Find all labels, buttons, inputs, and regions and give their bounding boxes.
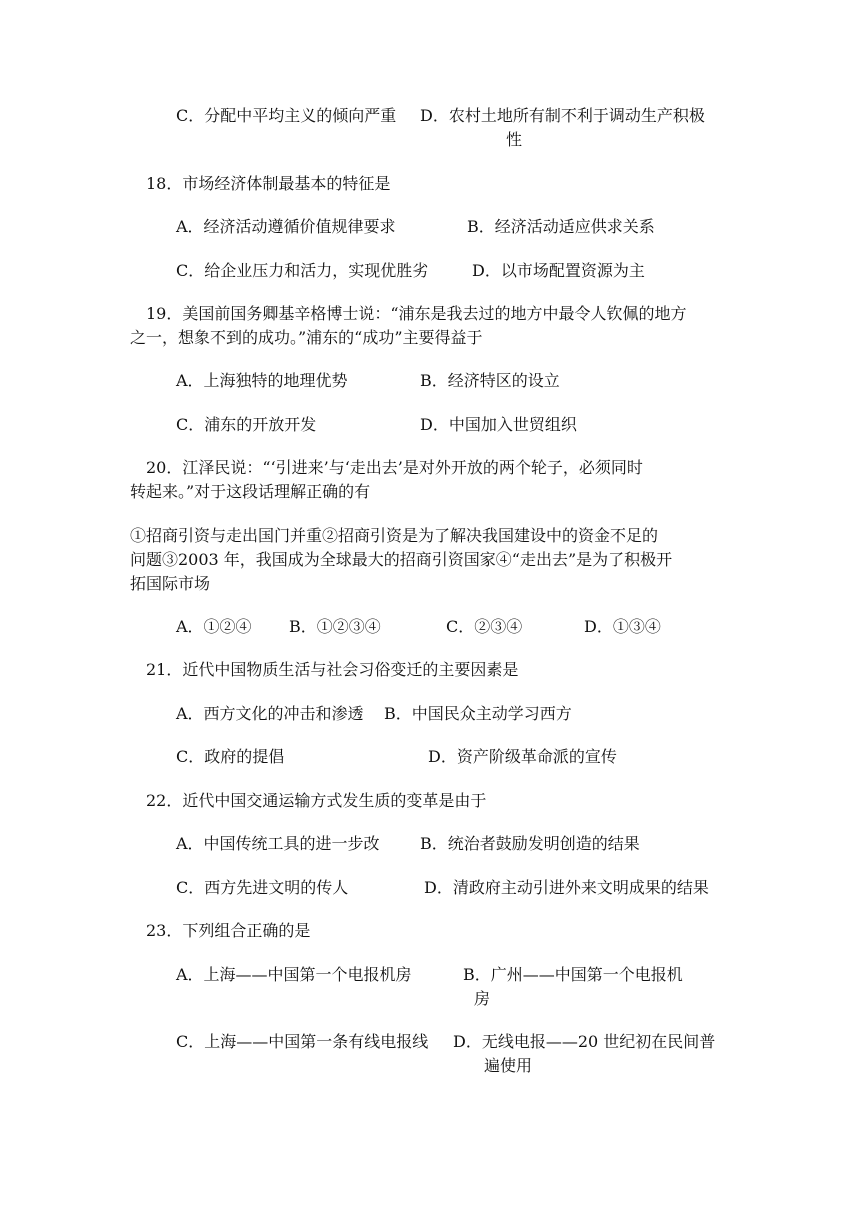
q23-option-b-line2: 房 — [474, 989, 491, 1008]
q19-stem-line1: 19．美国前国务卿基辛格博士说：“浦东是我去过的地方中最令人钦佩的地方 — [146, 304, 687, 323]
q23-option-d-line2: 遍使用 — [484, 1056, 533, 1075]
q20-option-a: A．①②④ — [176, 617, 252, 636]
q22-option-d: D．清政府主动引进外来文明成果的结果 — [424, 878, 709, 897]
q20-option-c: C．②③④ — [446, 617, 523, 636]
q20-items-line1: ①招商引资与走出国门并重②招商引资是为了解决我国建设中的资金不足的 — [130, 526, 659, 545]
q23-option-a: A．上海——中国第一个电报机房 — [176, 965, 412, 984]
q23-option-d-line1: D．无线电报——20 世纪初在民间普 — [453, 1032, 716, 1051]
q18-option-b: B．经济活动适应供求关系 — [467, 217, 655, 236]
q19-option-c: C．浦东的开放开发 — [176, 415, 317, 434]
q21-option-b: B．中国民众主动学习西方 — [384, 704, 572, 723]
q22-option-b: B．统治者鼓励发明创造的结果 — [420, 834, 640, 853]
q23-stem: 23．下列组合正确的是 — [146, 921, 311, 940]
q21-option-a: A．西方文化的冲击和渗透 — [176, 704, 364, 723]
q17-option-d-line1: D．农村土地所有制不利于调动生产积极 — [420, 106, 705, 125]
q22-option-a: A．中国传统工具的进一步改 — [176, 834, 380, 853]
q18-option-c: C．给企业压力和活力，实现优胜劣 — [176, 261, 429, 280]
q23-option-b-line1: B．广州——中国第一个电报机 — [463, 965, 683, 984]
q21-stem: 21．近代中国物质生活与社会习俗变迁的主要因素是 — [146, 660, 519, 679]
q23-option-c: C．上海——中国第一条有线电报线 — [176, 1032, 429, 1051]
q22-stem: 22．近代中国交通运输方式发生质的变革是由于 — [146, 791, 487, 810]
q20-option-d: D．①③④ — [584, 617, 661, 636]
q22-option-c: C．西方先进文明的传人 — [176, 878, 349, 897]
q20-items-line3: 拓国际市场 — [130, 574, 211, 593]
q21-option-c: C．政府的提倡 — [176, 747, 285, 766]
q17-option-d-line2: 性 — [506, 130, 523, 149]
q18-stem: 18．市场经济体制最基本的特征是 — [146, 174, 391, 193]
q19-option-a: A．上海独特的地理优势 — [176, 371, 348, 390]
q20-option-b: B．①②③④ — [289, 617, 381, 636]
q20-stem-line2: 转起来。”对于这段话理解正确的有 — [130, 482, 371, 501]
q19-option-d: D．中国加入世贸组织 — [420, 415, 577, 434]
q17-option-c: C．分配中平均主义的倾向严重 — [176, 106, 397, 125]
q19-option-b: B．经济特区的设立 — [420, 371, 560, 390]
q20-stem-line1: 20．江泽民说：“‘引进来’与‘走出去’是对外开放的两个轮子，必须同时 — [146, 458, 643, 477]
q18-option-a: A．经济活动遵循价值规律要求 — [176, 217, 396, 236]
q19-stem-line2: 之一，想象不到的成功。”浦东的“成功”主要得益于 — [130, 328, 483, 347]
q20-items-line2: 问题③2003 年，我国成为全球最大的招商引资国家④“走出去”是为了积极开 — [130, 550, 673, 569]
q18-option-d: D．以市场配置资源为主 — [472, 261, 645, 280]
q21-option-d: D．资产阶级革命派的宣传 — [428, 747, 617, 766]
